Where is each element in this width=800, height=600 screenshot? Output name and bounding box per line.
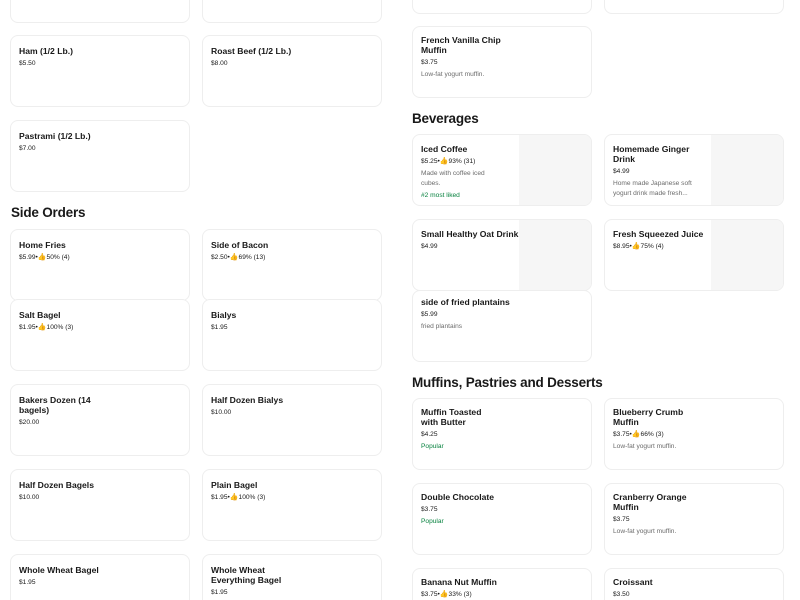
item-price: $1.95 [211,589,228,596]
item-price: $3.75 [613,516,630,523]
item-price: $3.75 [613,431,630,438]
thumbs-up-icon: 👍 [37,324,47,331]
menu-item-card[interactable] [202,554,382,600]
item-description: fried plantains [421,323,463,330]
menu-item-card[interactable] [412,290,592,362]
section-title-muffins: Muffins, Pastries and Desserts [412,375,603,390]
item-price: $8.00 [211,60,228,67]
item-rating: 69% (13) [238,254,266,261]
item-photo [711,135,783,205]
item-name: Homemade Ginger Drink [613,144,690,164]
item-name: French Vanilla Chip Muffin [421,35,501,55]
item-price: $5.99 [19,254,36,261]
menu-item-card[interactable] [412,398,592,470]
item-badge: Popular [421,518,444,525]
item-name: Plain Bagel [211,480,258,490]
thumbs-up-icon: 👍 [631,431,641,438]
menu-item-card[interactable] [202,0,382,23]
item-price: $4.25 [421,431,438,438]
item-rating: 93% (31) [448,158,476,165]
item-description: Made with coffee iced cubes. [421,170,485,187]
item-name: Small Healthy Oat Drink [421,229,519,239]
item-name: Ham (1/2 Lb.) [19,46,73,56]
menu-item-card[interactable]: Blueberry Crumb Muffin $3.75•👍66% (3) Low-fat yogurt muffin. [604,398,784,470]
menu-item-card[interactable] [604,0,784,14]
menu-item-card[interactable] [10,384,190,456]
item-name: Home Fries [19,240,66,250]
item-price: $1.95 [211,494,228,501]
item-name: Cranberry Orange Muffin [613,492,687,512]
menu-item-card[interactable]: Iced Coffee $5.25•👍93% (31) Made with coffee iced cubes. #2 most liked [412,134,592,206]
item-price: $5.25 [421,158,438,165]
item-photo [519,135,591,205]
item-price: $3.75 [421,506,438,513]
item-rating: 100% (3) [46,324,74,331]
item-description: Low-fat yogurt muffin. [613,528,677,535]
item-name: Fresh Squeezed Juice [613,229,704,239]
thumbs-up-icon: 👍 [229,254,239,261]
item-description: Home made Japanese soft yogurt drink made fresh... [613,180,692,197]
item-badge: #2 most liked [421,192,460,199]
item-price: $1.95 [19,579,36,586]
menu-item-card[interactable] [202,384,382,456]
thumbs-up-icon: 👍 [37,254,47,261]
item-name: Half Dozen Bialys [211,395,284,405]
item-name: Bialys [211,310,237,320]
item-price: $2.50 [211,254,228,261]
menu-item-card[interactable] [412,483,592,555]
item-description: Low-fat yogurt muffin. [613,443,677,450]
menu-item-card[interactable]: Banana Nut Muffin $3.75•👍33% (3) [412,568,592,600]
thumbs-up-icon: 👍 [229,494,239,501]
menu-item-card[interactable] [604,134,784,206]
item-price: $3.75 [421,591,438,598]
menu-item-card[interactable] [412,26,592,98]
menu-item-card[interactable] [412,0,592,14]
item-price: $5.99 [421,311,438,318]
menu-item-card[interactable] [202,299,382,371]
item-badge: Popular [421,443,444,450]
menu-item-card[interactable] [604,568,784,600]
item-rating: 33% (3) [448,591,472,598]
menu-item-card[interactable] [10,35,190,107]
item-price: $4.99 [613,168,630,175]
item-rating: 50% (4) [46,254,70,261]
item-price: $10.00 [19,494,40,501]
thumbs-up-icon: 👍 [439,158,449,165]
section-title-beverages: Beverages [412,111,479,126]
item-name: Half Dozen Bagels [19,480,94,490]
item-name: Pastrami (1/2 Lb.) [19,131,91,141]
item-description: Low-fat yogurt muffin. [421,71,485,78]
item-price: $4.99 [421,243,438,250]
item-price: $10.00 [211,409,232,416]
item-name: Whole Wheat Bagel [19,565,99,575]
menu-item-card[interactable] [412,219,592,291]
menu-item-card[interactable] [10,120,190,192]
thumbs-up-icon: 👍 [439,591,449,598]
menu-item-card[interactable] [10,554,190,600]
item-name: Double Chocolate [421,492,495,502]
item-photo [711,220,783,290]
item-name: Blueberry Crumb Muffin [613,407,684,427]
item-name: Roast Beef (1/2 Lb.) [211,46,292,56]
item-name: Iced Coffee [421,144,468,154]
item-name: Croissant [613,577,653,587]
item-price: $8.95 [613,243,630,250]
thumbs-up-icon: 👍 [631,243,641,250]
menu-item-card[interactable]: Plain Bagel $1.95•👍100% (3) [202,469,382,541]
item-name: Bakers Dozen (14 bagels) [19,395,91,415]
item-price: $1.95 [19,324,36,331]
item-rating: 100% (3) [238,494,266,501]
section-title-side-orders: Side Orders [11,205,86,220]
item-price: $3.50 [613,591,630,598]
menu-item-card[interactable]: Salt Bagel $1.95•👍100% (3) [10,299,190,371]
item-price: $7.00 [19,145,36,152]
item-name: side of fried plantains [421,297,510,307]
item-price: $3.75 [421,59,438,66]
item-rating: 66% (3) [640,431,664,438]
item-price: $5.50 [19,60,36,67]
item-photo [519,220,591,290]
menu-item-card[interactable]: Fresh Squeezed Juice $8.95•👍75% (4) [604,219,784,291]
menu-item-card[interactable]: Side of Bacon $2.50•👍69% (13) [202,229,382,301]
menu-item-card[interactable] [10,469,190,541]
item-name: Side of Bacon [211,240,269,250]
item-name: Banana Nut Muffin [421,577,497,587]
menu-item-card[interactable] [10,0,190,23]
item-price: $1.95 [211,324,228,331]
item-name: Salt Bagel [19,310,61,320]
item-name: Muffin Toasted with Butter [421,407,482,427]
item-rating: 75% (4) [640,243,664,250]
menu-item-card[interactable] [202,35,382,107]
menu-item-card[interactable]: Home Fries $5.99•👍50% (4) [10,229,190,301]
item-price: $20.00 [19,419,40,426]
menu-item-card[interactable] [604,483,784,555]
item-name: Whole Wheat Everything Bagel [211,565,282,585]
